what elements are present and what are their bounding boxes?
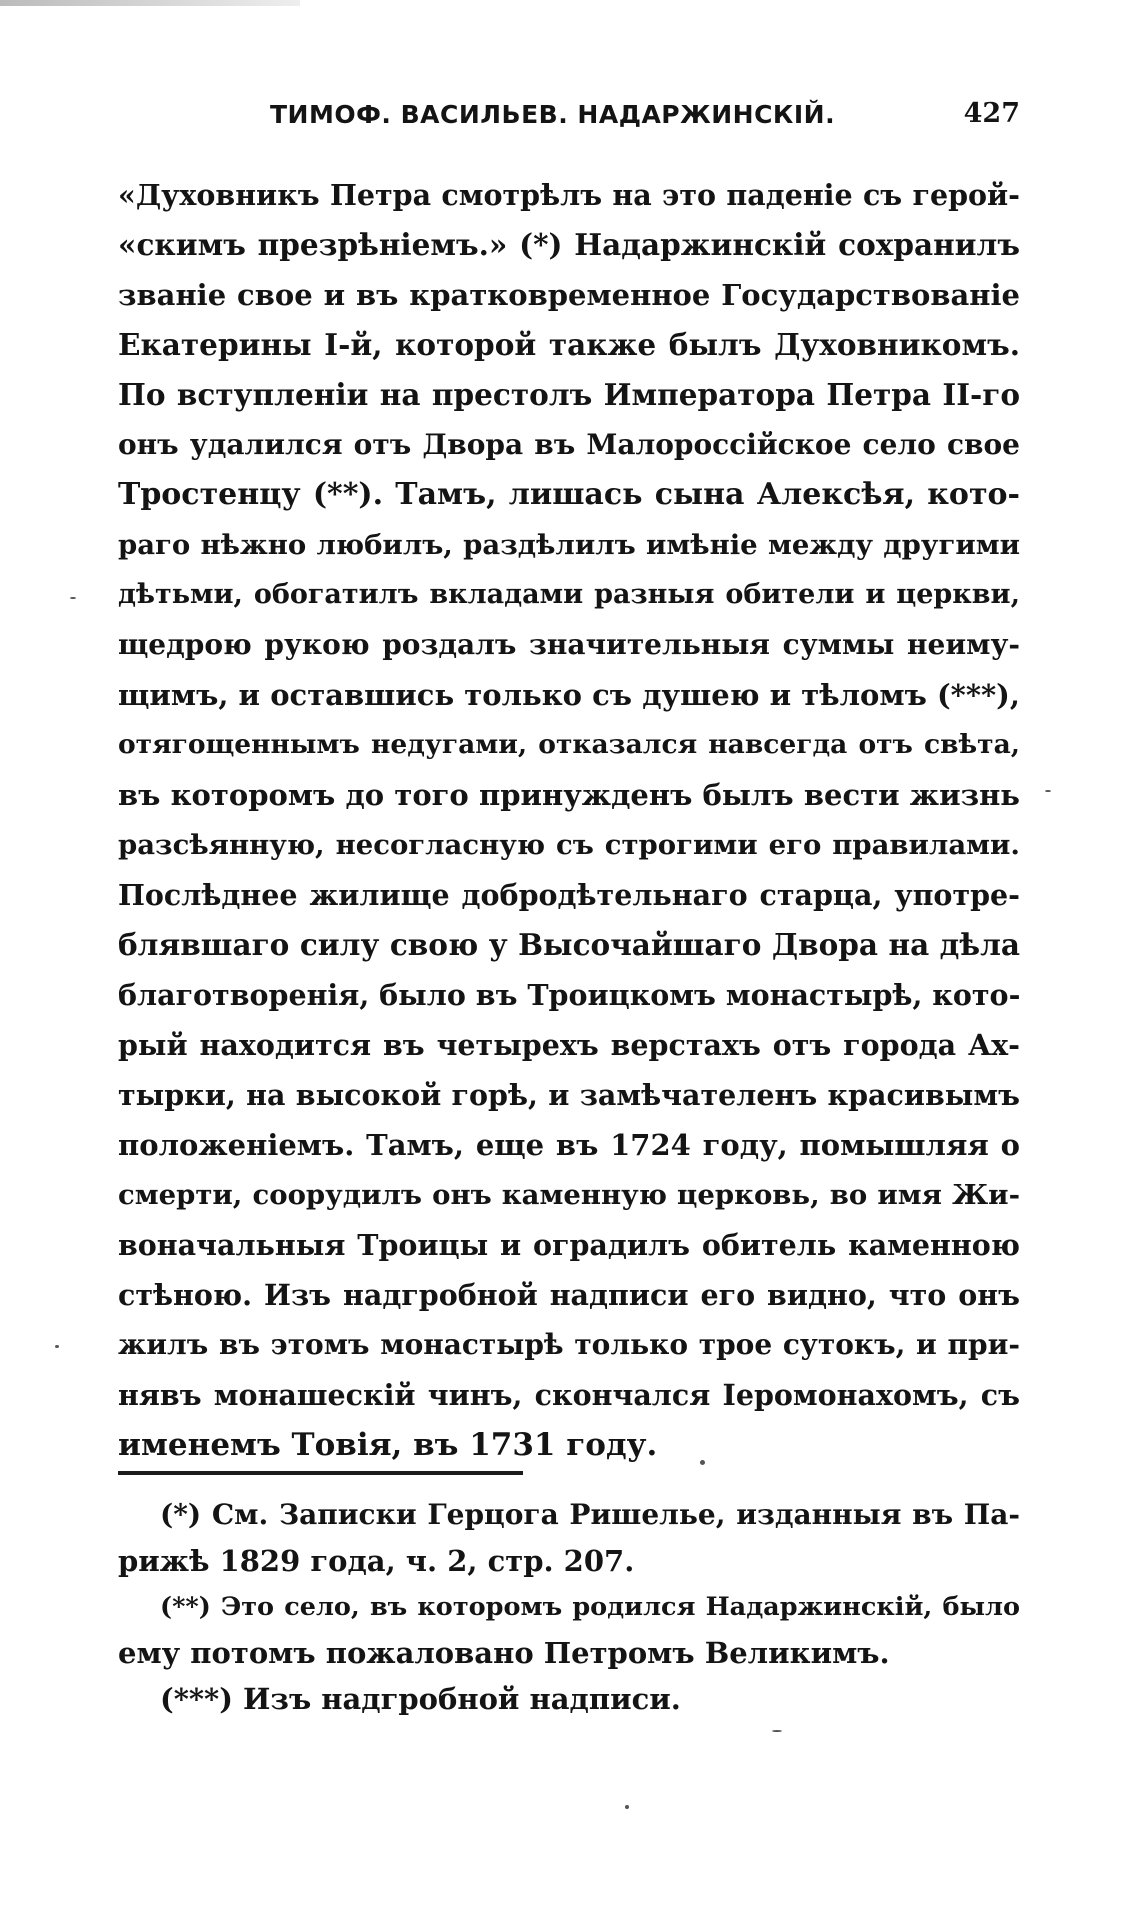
text-line: въ которомъ до того принужденъ былъ вести жизнь [118,778,1020,812]
text-line: рый находится въ четырехъ верстахъ отъ города Ах- [118,1028,1020,1062]
text-line: благотворенiя, было въ Троицкомъ монастырѣ, кото- [118,978,1021,1012]
text-line: щимъ, и оставшись только съ душею и тѣломъ (***), [118,678,1020,712]
running-head: ТИМОФ. ВАСИЛЬЕВ. НАДАРЖИНСКIЙ. [270,100,836,129]
scan-speck [772,1730,782,1732]
scan-speck [700,1460,705,1465]
scan-speck [1045,790,1051,792]
text-line: нявъ монашескiй чинъ, скончался Iеромонахомъ, съ [118,1378,1020,1412]
text-line: смерти, соорудилъ онъ каменную церковь, во имя Жи- [118,1179,1020,1211]
text-line: разсѣянную, несогласную съ строгими его правилами. [118,829,1020,861]
text-line: жилъ въ этомъ монастырѣ только трое сутокъ, и при- [118,1328,1020,1361]
page-header [120,92,1020,142]
footnote-line: (***) Изъ надгробной надписи. [160,1682,681,1716]
text-line: Послѣднее жилище добродѣтельнаго старца, употре- [118,878,1020,912]
text-line: отягощеннымъ недугами, отказался навсегда отъ свѣта, [118,729,1020,760]
text-line: По вступленiи на престолъ Императора Петра II-го [118,377,1020,412]
text-line: Тростенцу (**). Тамъ, лишась сына Алексѣя, кото- [118,477,1020,512]
text-line: стѣною. Изъ надгробной надписи его видно, что онъ [118,1278,1020,1312]
footnotes [118,1492,1020,1722]
text-line-last: именемъ Товiя, въ 1731 году. [118,1427,658,1463]
text-line: онъ удалился отъ Двора въ Малороссiйское село свое [118,428,1020,461]
scan-speck [625,1805,629,1809]
scan-edge-mark [0,0,300,6]
footnote-line: (*) См. Записки Герцога Ришелье, изданныя въ Па- [160,1498,1020,1531]
footnote-separator [118,1471,523,1475]
text-line: званiе свое и въ кратковременное Государствованiе [118,278,1020,312]
text-line: блявшаго силу свою у Высочайшаго Двора на дѣла [118,927,1020,962]
scan-speck [55,1345,59,1348]
text-line: щедрою рукою роздалъ значительныя суммы неиму- [118,628,1020,661]
text-line: воначальныя Троицы и оградилъ обитель каменною [118,1228,1020,1262]
text-line: положенiемъ. Тамъ, еще въ 1724 году, помышляя о [118,1128,1020,1162]
text-line: «скимъ презрѣнiемъ.» (*) Надаржинскiй сохранилъ [118,227,1020,262]
footnote-line: (**) Это село, въ которомъ родился Надаржинскiй, было [160,1592,1020,1622]
footnote-line: ему потомъ пожаловано Петромъ Великимъ. [118,1636,890,1670]
main-text [118,170,1020,1470]
scan-speck [70,597,76,599]
text-line: Екатерины I-й, которой также былъ Духовникомъ. [118,327,1020,362]
text-line: дѣтьми, обогатилъ вкладами разныя обители и церкви, [118,579,1020,610]
text-line: тырки, на высокой горѣ, и замѣчателенъ красивымъ [118,1078,1020,1112]
text-line: «Духовникъ Петра смотрѣлъ на это паденiе съ герой- [118,178,1020,212]
page-number: 427 [963,98,1020,129]
footnote-line: рижѣ 1829 года, ч. 2, стр. 207. [118,1544,635,1578]
text-line: раго нѣжно любилъ, раздѣлилъ имѣнiе между другими [118,529,1020,561]
